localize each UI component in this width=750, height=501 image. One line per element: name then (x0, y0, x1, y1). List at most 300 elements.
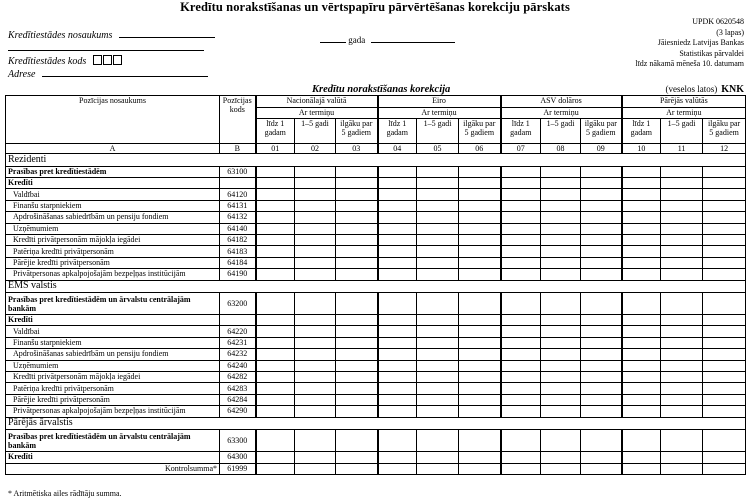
table-row (6, 383, 746, 394)
value-cell[interactable] (581, 383, 622, 394)
code-box-1[interactable] (93, 55, 102, 65)
value-cell[interactable] (378, 166, 417, 177)
value-cell[interactable] (336, 326, 378, 337)
value-cell[interactable] (336, 452, 378, 463)
value-cell[interactable] (459, 234, 501, 245)
value-cell[interactable] (661, 463, 703, 474)
value-cell[interactable] (501, 166, 541, 177)
value-cell[interactable] (256, 293, 295, 315)
value-cell[interactable] (501, 315, 541, 326)
value-cell[interactable] (336, 360, 378, 371)
value-cell[interactable] (622, 349, 661, 360)
value-cell[interactable] (661, 337, 703, 348)
value-cell[interactable] (581, 349, 622, 360)
value-cell[interactable] (581, 360, 622, 371)
value-cell[interactable] (417, 394, 459, 405)
value-cell[interactable] (459, 360, 501, 371)
value-cell[interactable] (336, 269, 378, 280)
value-cell[interactable] (459, 200, 501, 211)
value-cell[interactable] (581, 223, 622, 234)
value-cell[interactable] (661, 452, 703, 463)
value-cell[interactable] (661, 430, 703, 452)
address-field[interactable] (42, 68, 208, 77)
value-cell[interactable] (417, 372, 459, 383)
value-cell[interactable] (622, 430, 661, 452)
value-cell[interactable] (501, 394, 541, 405)
value-cell[interactable] (541, 234, 581, 245)
value-cell[interactable] (417, 269, 459, 280)
value-cell[interactable] (295, 383, 336, 394)
value-cell[interactable] (256, 430, 295, 452)
value-cell[interactable] (622, 337, 661, 348)
value-cell[interactable] (703, 269, 746, 280)
value-cell[interactable] (501, 406, 541, 417)
value-cell[interactable] (295, 337, 336, 348)
value-cell[interactable] (417, 326, 459, 337)
value-cell[interactable] (581, 394, 622, 405)
value-cell[interactable] (541, 360, 581, 371)
col-number: 02 (295, 144, 336, 154)
value-cell[interactable] (378, 452, 417, 463)
value-cell[interactable] (378, 406, 417, 417)
value-cell[interactable] (295, 246, 336, 257)
value-cell[interactable] (378, 463, 417, 474)
value-cell[interactable] (581, 212, 622, 223)
value-cell[interactable] (336, 293, 378, 315)
value-cell[interactable] (256, 360, 295, 371)
value-cell[interactable] (581, 269, 622, 280)
value-cell[interactable] (378, 177, 417, 188)
value-cell[interactable] (417, 166, 459, 177)
value-cell[interactable] (256, 177, 295, 188)
value-cell[interactable] (378, 360, 417, 371)
value-cell[interactable] (501, 463, 541, 474)
value-cell[interactable] (661, 383, 703, 394)
year-label: gada (348, 35, 366, 45)
value-cell[interactable] (541, 166, 581, 177)
value-cell[interactable] (703, 293, 746, 315)
value-cell[interactable] (661, 246, 703, 257)
value-cell[interactable] (378, 383, 417, 394)
value-cell[interactable] (501, 189, 541, 200)
value-cell[interactable] (459, 394, 501, 405)
value-cell[interactable] (622, 177, 661, 188)
value-cell[interactable] (295, 269, 336, 280)
value-cell[interactable] (541, 177, 581, 188)
value-cell[interactable] (417, 452, 459, 463)
value-cell[interactable] (501, 349, 541, 360)
value-cell[interactable] (378, 269, 417, 280)
value-cell[interactable] (336, 212, 378, 223)
value-cell[interactable] (459, 257, 501, 268)
value-cell[interactable] (661, 349, 703, 360)
value-cell[interactable] (622, 463, 661, 474)
value-cell[interactable] (541, 394, 581, 405)
value-cell[interactable] (417, 177, 459, 188)
day-field[interactable] (320, 34, 346, 43)
value-cell[interactable] (703, 394, 746, 405)
value-cell[interactable] (378, 349, 417, 360)
value-cell[interactable] (295, 166, 336, 177)
value-cell[interactable] (417, 257, 459, 268)
value-cell[interactable] (378, 246, 417, 257)
value-cell[interactable] (336, 463, 378, 474)
value-cell[interactable] (378, 430, 417, 452)
value-cell[interactable] (336, 223, 378, 234)
value-cell[interactable] (703, 200, 746, 211)
value-cell[interactable] (661, 293, 703, 315)
value-cell[interactable] (295, 293, 336, 315)
value-cell[interactable] (541, 212, 581, 223)
value-cell[interactable] (336, 315, 378, 326)
value-cell[interactable] (622, 372, 661, 383)
value-cell[interactable] (417, 349, 459, 360)
value-cell[interactable] (661, 177, 703, 188)
row-label: Prasības pret kredītiestādēm (6, 166, 220, 177)
value-cell[interactable] (501, 257, 541, 268)
value-cell[interactable] (703, 383, 746, 394)
value-cell[interactable] (622, 257, 661, 268)
value-cell[interactable] (541, 246, 581, 257)
value-cell[interactable] (417, 293, 459, 315)
table-row (6, 463, 746, 474)
value-cell[interactable] (501, 372, 541, 383)
value-cell[interactable] (661, 200, 703, 211)
value-cell[interactable] (378, 394, 417, 405)
value-cell[interactable] (256, 452, 295, 463)
institution-name-field-2[interactable] (8, 42, 204, 51)
value-cell[interactable] (581, 406, 622, 417)
value-cell[interactable] (703, 360, 746, 371)
value-cell[interactable] (378, 257, 417, 268)
value-cell[interactable] (417, 337, 459, 348)
value-cell[interactable] (581, 200, 622, 211)
value-cell[interactable] (256, 212, 295, 223)
value-cell[interactable] (501, 269, 541, 280)
value-cell[interactable] (417, 360, 459, 371)
value-cell[interactable] (295, 349, 336, 360)
value-cell[interactable] (581, 463, 622, 474)
value-cell[interactable] (417, 200, 459, 211)
value-cell[interactable] (661, 394, 703, 405)
value-cell[interactable] (256, 337, 295, 348)
value-cell[interactable] (541, 189, 581, 200)
value-cell[interactable] (703, 223, 746, 234)
value-cell[interactable] (622, 234, 661, 245)
value-cell[interactable] (581, 257, 622, 268)
value-cell[interactable] (459, 269, 501, 280)
value-cell[interactable] (459, 166, 501, 177)
value-cell[interactable] (703, 326, 746, 337)
value-cell[interactable] (581, 430, 622, 452)
value-cell[interactable] (501, 177, 541, 188)
value-cell[interactable] (661, 360, 703, 371)
value-cell[interactable] (622, 223, 661, 234)
value-cell[interactable] (378, 200, 417, 211)
value-cell[interactable] (256, 189, 295, 200)
value-cell[interactable] (378, 189, 417, 200)
value-cell[interactable] (661, 189, 703, 200)
value-cell[interactable] (501, 430, 541, 452)
value-cell[interactable] (622, 315, 661, 326)
value-cell[interactable] (622, 452, 661, 463)
value-cell[interactable] (459, 349, 501, 360)
value-cell[interactable] (336, 383, 378, 394)
value-cell[interactable] (501, 234, 541, 245)
value-cell[interactable] (256, 372, 295, 383)
value-cell[interactable] (336, 189, 378, 200)
value-cell[interactable] (541, 349, 581, 360)
year-field[interactable] (371, 34, 455, 43)
value-cell[interactable] (622, 212, 661, 223)
value-cell[interactable] (501, 360, 541, 371)
value-cell[interactable] (581, 372, 622, 383)
value-cell[interactable] (541, 430, 581, 452)
value-cell[interactable] (541, 223, 581, 234)
value-cell[interactable] (581, 246, 622, 257)
code-box-2[interactable] (103, 55, 112, 65)
value-cell[interactable] (541, 372, 581, 383)
form-code: UPDK 0620548 (692, 17, 744, 26)
value-cell[interactable] (541, 337, 581, 348)
institution-name-field[interactable] (119, 29, 215, 38)
value-cell[interactable] (336, 200, 378, 211)
value-cell[interactable] (256, 246, 295, 257)
value-cell[interactable] (256, 269, 295, 280)
value-cell[interactable] (256, 223, 295, 234)
value-cell[interactable] (256, 394, 295, 405)
value-cell[interactable] (295, 212, 336, 223)
value-cell[interactable] (661, 372, 703, 383)
value-cell[interactable] (501, 223, 541, 234)
value-cell[interactable] (622, 200, 661, 211)
value-cell[interactable] (541, 326, 581, 337)
value-cell[interactable] (417, 406, 459, 417)
value-cell[interactable] (295, 430, 336, 452)
value-cell[interactable] (336, 430, 378, 452)
value-cell[interactable] (459, 246, 501, 257)
value-cell[interactable] (501, 337, 541, 348)
table-row (6, 337, 746, 348)
value-cell[interactable] (459, 430, 501, 452)
value-cell[interactable] (541, 463, 581, 474)
value-cell[interactable] (378, 326, 417, 337)
value-cell[interactable] (417, 234, 459, 245)
row-code: 64140 (220, 223, 256, 234)
value-cell[interactable] (459, 326, 501, 337)
value-cell[interactable] (417, 383, 459, 394)
value-cell[interactable] (703, 349, 746, 360)
value-cell[interactable] (581, 337, 622, 348)
value-cell[interactable] (622, 166, 661, 177)
value-cell[interactable] (622, 383, 661, 394)
col-header-subterm: līdz 1 gadam (501, 119, 541, 144)
value-cell[interactable] (336, 337, 378, 348)
value-cell[interactable] (336, 406, 378, 417)
value-cell[interactable] (336, 166, 378, 177)
institution-name-row (8, 29, 215, 42)
value-cell[interactable] (295, 257, 336, 268)
value-cell[interactable] (417, 430, 459, 452)
value-cell[interactable] (459, 337, 501, 348)
value-cell[interactable] (661, 223, 703, 234)
value-cell[interactable] (295, 177, 336, 188)
value-cell[interactable] (661, 234, 703, 245)
value-cell[interactable] (661, 406, 703, 417)
value-cell[interactable] (622, 189, 661, 200)
value-cell[interactable] (459, 212, 501, 223)
value-cell[interactable] (256, 315, 295, 326)
value-cell[interactable] (661, 326, 703, 337)
value-cell[interactable] (501, 452, 541, 463)
value-cell[interactable] (581, 293, 622, 315)
value-cell[interactable] (703, 372, 746, 383)
value-cell[interactable] (703, 337, 746, 348)
value-cell[interactable] (256, 166, 295, 177)
value-cell[interactable] (295, 326, 336, 337)
value-cell[interactable] (501, 326, 541, 337)
value-cell[interactable] (378, 293, 417, 315)
value-cell[interactable] (581, 177, 622, 188)
value-cell[interactable] (378, 315, 417, 326)
value-cell[interactable] (459, 383, 501, 394)
value-cell[interactable] (541, 452, 581, 463)
row-label: Kredīti (6, 452, 220, 463)
value-cell[interactable] (541, 315, 581, 326)
value-cell[interactable] (378, 234, 417, 245)
value-cell[interactable] (661, 212, 703, 223)
col-header-currency-usd: ASV dolāros (501, 96, 622, 108)
value-cell[interactable] (256, 406, 295, 417)
value-cell[interactable] (295, 223, 336, 234)
value-cell[interactable] (378, 212, 417, 223)
value-cell[interactable] (378, 372, 417, 383)
value-cell[interactable] (581, 452, 622, 463)
value-cell[interactable] (336, 234, 378, 245)
value-cell[interactable] (336, 177, 378, 188)
value-cell[interactable] (703, 234, 746, 245)
value-cell[interactable] (703, 315, 746, 326)
value-cell[interactable] (459, 406, 501, 417)
value-cell[interactable] (459, 315, 501, 326)
value-cell[interactable] (256, 383, 295, 394)
value-cell[interactable] (295, 406, 336, 417)
value-cell[interactable] (295, 394, 336, 405)
row-label: Privātpersonas apkalpojošajām bezpeļņas institūcijām (6, 406, 220, 417)
value-cell[interactable] (622, 269, 661, 280)
value-cell[interactable] (459, 177, 501, 188)
value-cell[interactable] (581, 315, 622, 326)
value-cell[interactable] (295, 234, 336, 245)
value-cell[interactable] (541, 293, 581, 315)
row-label: Pārējie kredīti privātpersonām (6, 257, 220, 268)
value-cell[interactable] (459, 452, 501, 463)
table-row (6, 166, 746, 177)
value-cell[interactable] (541, 257, 581, 268)
value-cell[interactable] (459, 372, 501, 383)
value-cell[interactable] (459, 463, 501, 474)
value-cell[interactable] (661, 269, 703, 280)
value-cell[interactable] (581, 166, 622, 177)
value-cell[interactable] (581, 234, 622, 245)
value-cell[interactable] (459, 189, 501, 200)
value-cell[interactable] (703, 177, 746, 188)
value-cell[interactable] (459, 293, 501, 315)
value-cell[interactable] (661, 166, 703, 177)
value-cell[interactable] (622, 326, 661, 337)
value-cell[interactable] (417, 212, 459, 223)
value-cell[interactable] (703, 246, 746, 257)
value-cell[interactable] (661, 315, 703, 326)
value-cell[interactable] (295, 452, 336, 463)
value-cell[interactable] (256, 234, 295, 245)
value-cell[interactable] (378, 223, 417, 234)
value-cell[interactable] (501, 293, 541, 315)
value-cell[interactable] (703, 406, 746, 417)
value-cell[interactable] (501, 383, 541, 394)
value-cell[interactable] (417, 223, 459, 234)
value-cell[interactable] (501, 212, 541, 223)
value-cell[interactable] (417, 463, 459, 474)
value-cell[interactable] (703, 463, 746, 474)
value-cell[interactable] (295, 315, 336, 326)
value-cell[interactable] (622, 394, 661, 405)
value-cell[interactable] (295, 200, 336, 211)
value-cell[interactable] (703, 257, 746, 268)
value-cell[interactable] (295, 463, 336, 474)
value-cell[interactable] (336, 349, 378, 360)
value-cell[interactable] (459, 223, 501, 234)
code-box-3[interactable] (113, 55, 122, 65)
value-cell[interactable] (541, 406, 581, 417)
value-cell[interactable] (336, 394, 378, 405)
value-cell[interactable] (581, 326, 622, 337)
value-cell[interactable] (336, 372, 378, 383)
value-cell[interactable] (622, 293, 661, 315)
value-cell[interactable] (295, 372, 336, 383)
value-cell[interactable] (541, 200, 581, 211)
value-cell[interactable] (703, 166, 746, 177)
value-cell[interactable] (378, 337, 417, 348)
value-cell[interactable] (541, 383, 581, 394)
institution-name-row2 (8, 42, 215, 55)
value-cell[interactable] (703, 189, 746, 200)
value-cell[interactable] (703, 430, 746, 452)
value-cell[interactable] (417, 315, 459, 326)
value-cell[interactable] (256, 200, 295, 211)
value-cell[interactable] (541, 269, 581, 280)
value-cell[interactable] (622, 360, 661, 371)
value-cell[interactable] (417, 189, 459, 200)
value-cell[interactable] (501, 200, 541, 211)
value-cell[interactable] (256, 349, 295, 360)
value-cell[interactable] (703, 212, 746, 223)
value-cell[interactable] (581, 189, 622, 200)
value-cell[interactable] (256, 326, 295, 337)
value-cell[interactable] (501, 246, 541, 257)
value-cell[interactable] (661, 257, 703, 268)
value-cell[interactable] (295, 360, 336, 371)
value-cell[interactable] (703, 452, 746, 463)
value-cell[interactable] (336, 257, 378, 268)
value-cell[interactable] (295, 189, 336, 200)
value-cell[interactable] (256, 463, 295, 474)
value-cell[interactable] (256, 257, 295, 268)
value-cell[interactable] (622, 406, 661, 417)
value-cell[interactable] (417, 246, 459, 257)
value-cell[interactable] (336, 246, 378, 257)
value-cell[interactable] (622, 246, 661, 257)
